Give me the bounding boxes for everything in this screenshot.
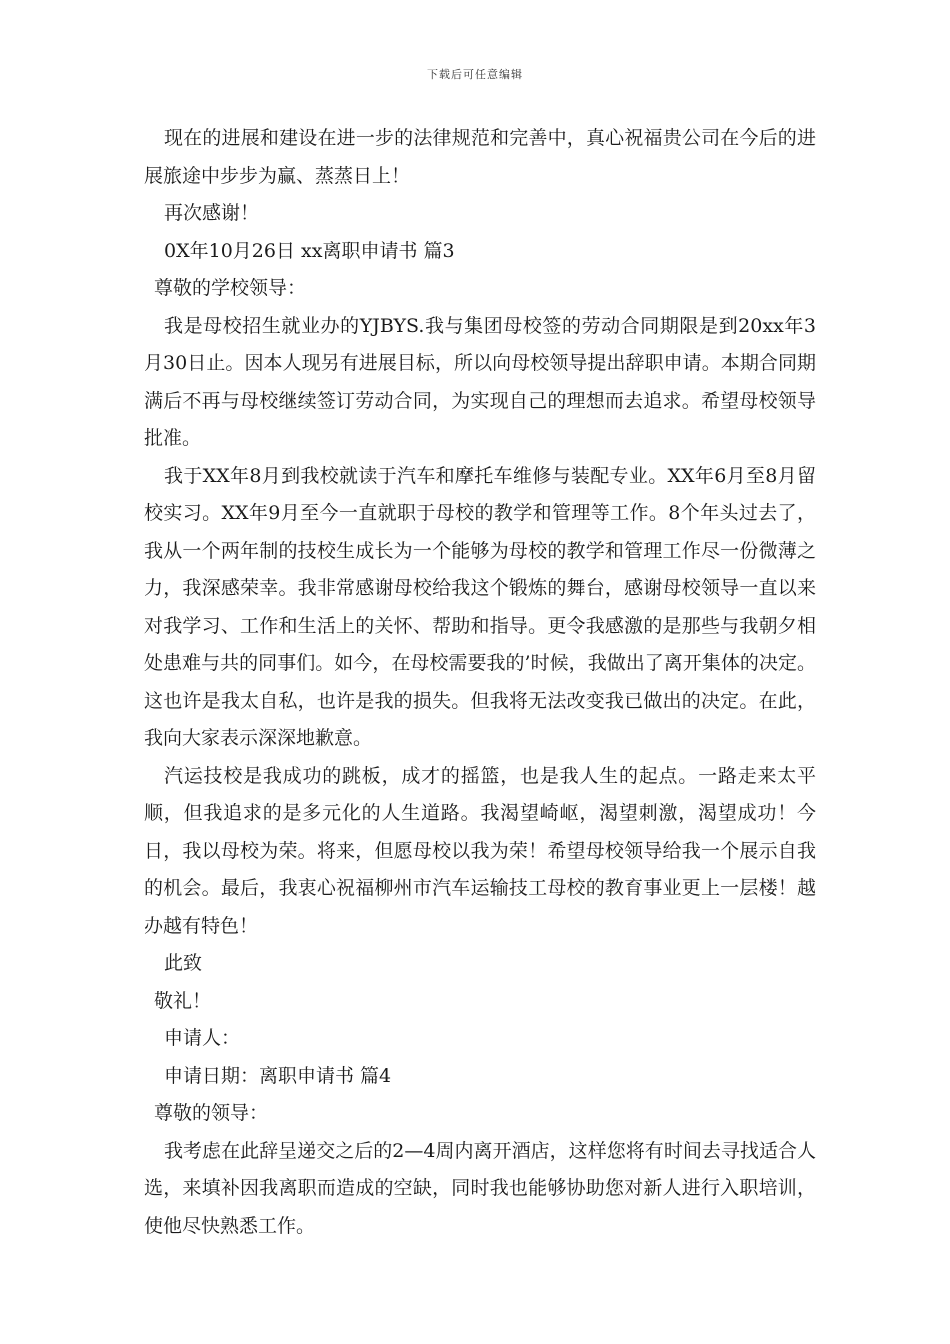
salutation-2: 尊敬的领导： <box>154 1102 269 1124</box>
paragraph-body-2: 我于XX年8月到我校就读于汽车和摩托车维修与装配专业。XX年6月至8月留校实习。XX年9月至今一直就职于母校的教学和管理等工作。8个年头过去了，我从一个两年制的技校生成长为一个能够为母校的教学和管理工作尽一份微薄之力，我深感荣幸。我非常感谢母校给我这个锻炼的舞台，感谢母校领导一直以来对我学习、工作和生活上的关怀、帮助和指导。更令我感激的是那些与我朝夕相处患难与共的同事们。如今，在母校需要我的’时候，我做出了离开集体的决定。这也许是我太自私，也许是我的损失。但我将无法改变我已做出的决定。在此，我向大家表示深深地歉意。 <box>144 464 816 749</box>
paragraph-body-3: 汽运技校是我成功的跳板，成才的摇篮，也是我人生的起点。一路走来太平顺，但我追求的是多元化的人生道路。我渴望崎岖，渴望刺激，渴望成功！今日，我以母校为荣。将来，但愿母校以我为荣！希望母校领导给我一个展示自我的机会。最后，我衷心祝福柳州市汽车运输技工母校的教育事业更上一层楼！越办越有特色！ <box>144 764 816 937</box>
paragraph-date-title: 0X年10月26日 xx离职申请书 篇3 <box>164 239 455 262</box>
page-header: 下载后可任意编辑 <box>427 68 523 81</box>
paragraph-closing-wishes: 现在的进展和建设在进一步的法律规范和完善中，真心祝福贵公司在今后的进展旅途中步步为赢、蒸蒸日上！ <box>144 127 816 187</box>
paragraph-body-4: 我考虑在此辞呈递交之后的2—4周内离开酒店，这样您将有时间去寻找适合人选，来填补因我离职而造成的空缺，同时我也能够协助您对新人进行入职培训，使他尽快熟悉工作。 <box>144 1139 816 1237</box>
paragraph-body-1: 我是母校招生就业办的YJBYS.我与集团母校签的劳动合同期限是到20xx年3月30日止。因本人现另有进展目标，所以向母校领导提出辞职申请。本期合同期满后不再与母校继续签订劳动合同，为实现自己的理想而去追求。希望母校领导批准。 <box>144 314 816 449</box>
application-date-title: 申请日期：离职申请书 篇4 <box>164 1064 392 1087</box>
document-body <box>144 120 816 1245</box>
paragraph-thanks: 再次感谢！ <box>164 202 260 224</box>
salutation: 尊敬的学校领导： <box>154 277 307 299</box>
closing-jingli: 敬礼！ <box>154 989 212 1012</box>
applicant-label: 申请人： <box>164 1027 241 1049</box>
closing-cizhi: 此致 <box>164 952 203 974</box>
